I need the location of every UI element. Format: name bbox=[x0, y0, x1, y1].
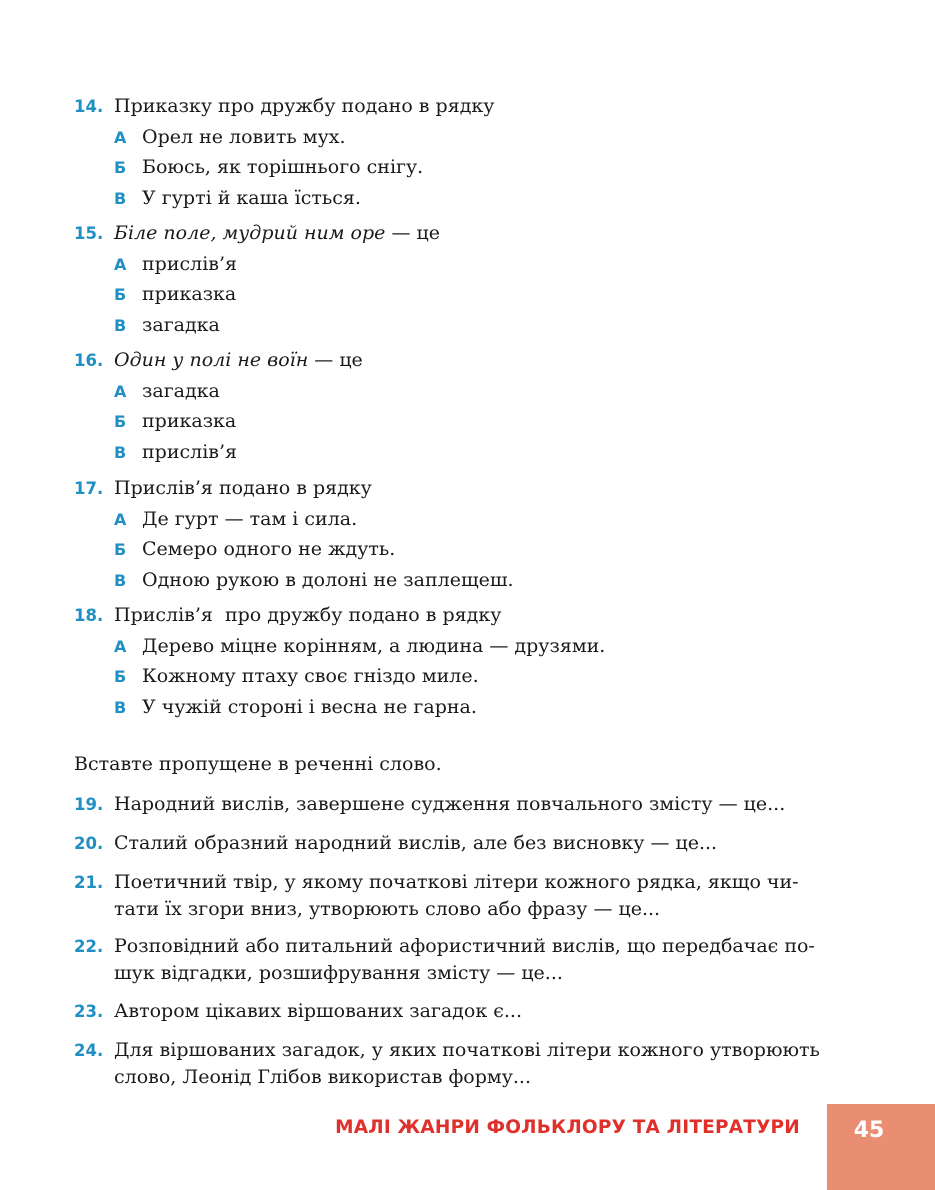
question-20 bbox=[74, 830, 834, 857]
option-text: прислів’я bbox=[142, 440, 237, 463]
page-number-box bbox=[827, 1104, 935, 1190]
option-letter: А bbox=[114, 636, 127, 656]
option-letter: Б bbox=[114, 412, 127, 431]
option-letter: В bbox=[114, 442, 127, 462]
option-a bbox=[74, 124, 834, 151]
question-text-line: слово, Леонід Глібов використав форму... bbox=[114, 1066, 531, 1088]
question-text: Прислів’я подано в рядку bbox=[114, 477, 372, 499]
option-letter: Б bbox=[114, 667, 127, 686]
question-16 bbox=[74, 347, 834, 466]
question-17 bbox=[74, 475, 834, 594]
question-21 bbox=[74, 869, 834, 922]
question-number: 16. bbox=[74, 351, 104, 370]
question-text-line: Для віршованих загадок, у яких початкові літери кожного утворюють bbox=[114, 1039, 820, 1061]
option-text: У чужій стороні і весна не гарна. bbox=[142, 695, 477, 718]
option-c bbox=[74, 312, 834, 339]
option-letter: А bbox=[114, 509, 127, 529]
option-b bbox=[74, 663, 834, 690]
question-18 bbox=[74, 602, 834, 721]
option-text: Одною рукою в долоні не заплещеш. bbox=[142, 568, 514, 591]
question-text-line: Народний вислів, завершене судження повчального змісту — це... bbox=[114, 793, 786, 815]
option-a bbox=[74, 251, 834, 278]
question-quote: Біле поле, мудрий ним оре bbox=[114, 222, 386, 244]
option-a bbox=[74, 378, 834, 405]
question-quote: Один у полі не воїн bbox=[114, 349, 309, 371]
instruction-text: Вставте пропущене в реченні слово. bbox=[74, 753, 442, 775]
option-a bbox=[74, 633, 834, 660]
option-text: прислів’я bbox=[142, 252, 237, 275]
option-c bbox=[74, 567, 834, 594]
option-letter: В bbox=[114, 697, 127, 717]
question-text-line: Розповідний або питальний афористичний вислів, що передбачає по- bbox=[114, 935, 815, 957]
option-letter: Б bbox=[114, 285, 127, 304]
question-text-line: тати їх згори вниз, утворюють слово або фразу — це... bbox=[114, 898, 661, 920]
option-letter: А bbox=[114, 381, 127, 401]
question-14 bbox=[74, 93, 834, 212]
page-number: 45 bbox=[853, 1118, 885, 1143]
question-15 bbox=[74, 220, 834, 339]
option-text: У гурті й каша їсться. bbox=[142, 186, 361, 209]
question-number: 15. bbox=[74, 224, 104, 243]
question-tail: — це bbox=[308, 349, 363, 371]
question-text-line: Поетичний твір, у якому початкові літери кожного рядка, якщо чи- bbox=[114, 871, 799, 893]
option-text: загадка bbox=[142, 379, 220, 402]
question-text: Приказку про дружбу подано в рядку bbox=[114, 95, 495, 117]
option-letter: В bbox=[114, 315, 127, 335]
question-number: 17. bbox=[74, 479, 104, 498]
option-text: Дерево міцне корінням, а людина — друзями. bbox=[142, 634, 606, 657]
option-text: Де гурт — там і сила. bbox=[142, 507, 358, 530]
section-title: МАЛІ ЖАНРИ ФОЛЬКЛОРУ ТА ЛІТЕРАТУРИ bbox=[335, 1117, 800, 1138]
option-text: загадка bbox=[142, 313, 220, 336]
question-number: 14. bbox=[74, 97, 104, 116]
option-b bbox=[74, 408, 834, 435]
option-text: Семеро одного не ждуть. bbox=[142, 538, 396, 560]
option-text: Боюсь, як торішнього снігу. bbox=[142, 156, 424, 178]
question-19 bbox=[74, 791, 834, 818]
question-23 bbox=[74, 998, 834, 1025]
option-c bbox=[74, 439, 834, 466]
question-number: 23. bbox=[74, 1002, 104, 1021]
option-letter: А bbox=[114, 127, 127, 147]
question-number: 24. bbox=[74, 1041, 104, 1060]
option-c bbox=[74, 185, 834, 212]
option-text: приказка bbox=[142, 410, 237, 432]
question-text-line: Автором цікавих віршованих загадок є... bbox=[114, 1000, 522, 1022]
option-text: приказка bbox=[142, 283, 237, 305]
option-text: Орел не ловить мух. bbox=[142, 125, 346, 148]
option-letter: Б bbox=[114, 540, 127, 559]
option-a bbox=[74, 506, 834, 533]
question-number: 18. bbox=[74, 606, 104, 625]
option-c bbox=[74, 694, 834, 721]
option-b bbox=[74, 536, 834, 563]
option-letter: А bbox=[114, 254, 127, 274]
option-b bbox=[74, 154, 834, 181]
question-number: 22. bbox=[74, 937, 104, 956]
question-tail: — це bbox=[385, 222, 440, 244]
option-letter: В bbox=[114, 188, 127, 208]
option-letter: В bbox=[114, 570, 127, 590]
option-text: Кожному птаху своє гніздо миле. bbox=[142, 665, 479, 687]
question-text: Прислів’я про дружбу подано в рядку bbox=[114, 604, 502, 626]
question-24 bbox=[74, 1037, 834, 1090]
option-b bbox=[74, 281, 834, 308]
question-number: 21. bbox=[74, 873, 104, 892]
option-letter: Б bbox=[114, 158, 127, 177]
question-22 bbox=[74, 933, 834, 986]
question-number: 20. bbox=[74, 834, 104, 853]
question-text-line: шук відгадки, розшифрування змісту — це... bbox=[114, 962, 563, 984]
question-number: 19. bbox=[74, 795, 104, 814]
question-text-line: Сталий образний народний вислів, але без висновку — це... bbox=[114, 832, 718, 854]
